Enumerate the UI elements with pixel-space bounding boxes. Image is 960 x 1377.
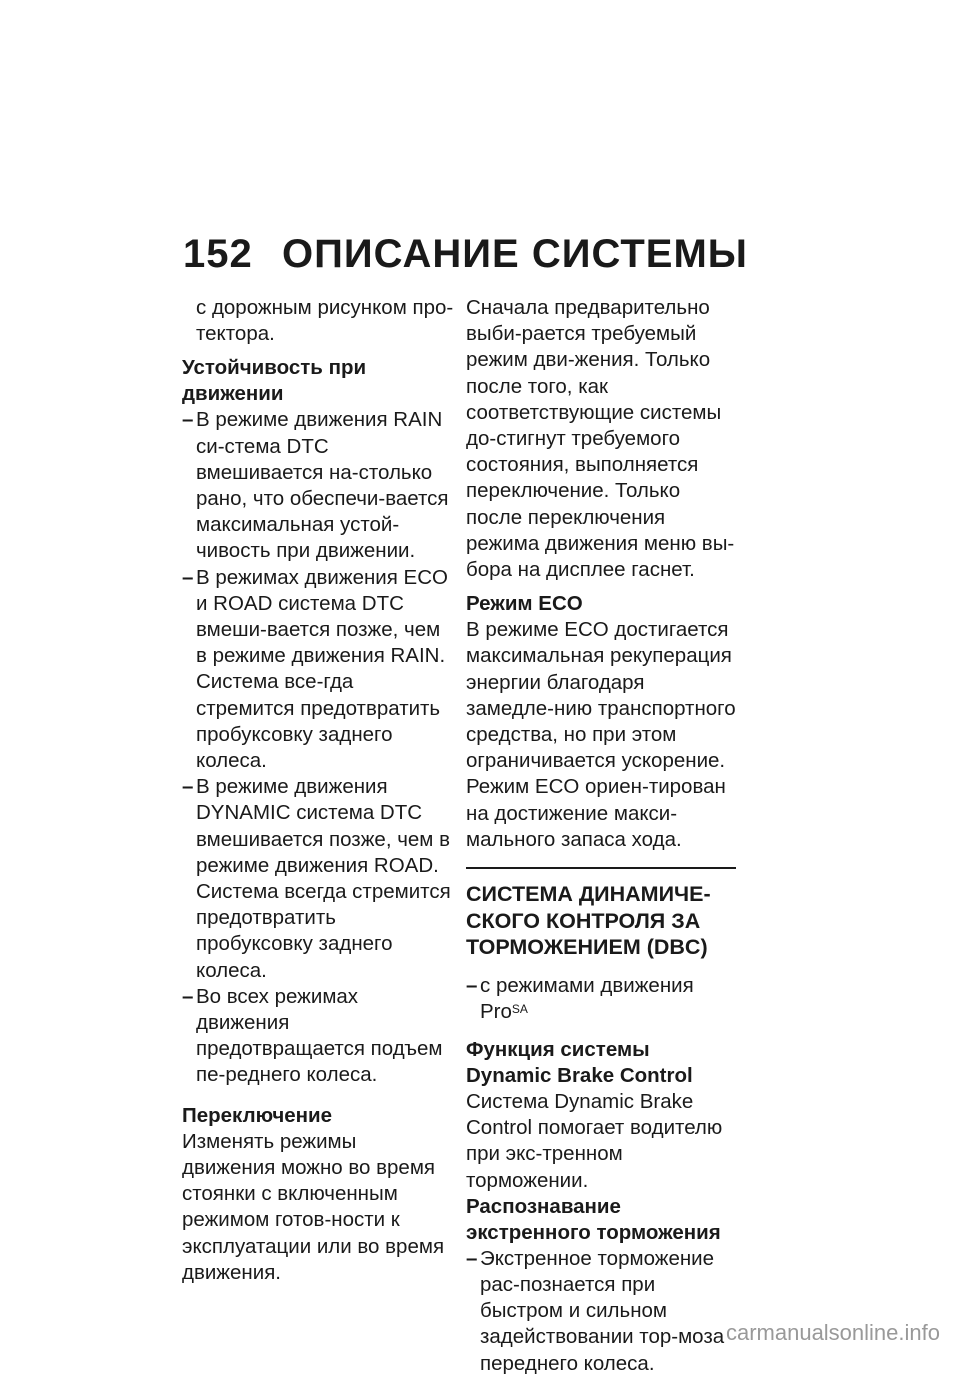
detect-list bbox=[466, 1246, 738, 1377]
section-title: СИСТЕМА ДИНАМИЧЕ-СКОГО КОНТРОЛЯ ЗА ТОРМОЖЕНИЕМ (DBC) bbox=[466, 882, 711, 960]
function-text: Система Dynamic Brake Control помогает водителю при экс-тренном торможении. bbox=[466, 1089, 723, 1192]
watermark: carmanualsonline.info bbox=[725, 1320, 940, 1345]
heading-stability: Устойчивость при движении bbox=[182, 356, 367, 406]
left-column bbox=[182, 295, 454, 1294]
eco-text: В режиме ECO достигается максимальная рекуперация энергии благодаря замедле-нию транспортного средства, но при этом ограничивается ускорение. Режим ECO ориен-тирован на достижение макси-мального запаса хода. bbox=[466, 618, 736, 851]
switch-text: Изменять режимы движения можно во время стоянки с включенным режимом готов-ности к эксплуатации или во время движения. bbox=[182, 1129, 445, 1284]
right-intro-text: Сначала предварительно выби-рается требуемый режим дви-жения. Только после того, как соответствующие системы до-стигнут требуемого состояния, выполняется переключение. Только после переключения режима движения меню вы-бора на дисплее гаснет. bbox=[466, 296, 735, 582]
intro-text: с дорожным рисунком про-тектора. bbox=[196, 296, 454, 346]
list-item: – В режиме движения DYNAMIC система DTC вмешивается позже, чем в режиме движения ROAD. Система всегда стремится предотвратить пробуксовку заднего колеса. bbox=[182, 774, 454, 984]
list-item: – В режимах движения ECO и ROAD система DTC вмеши-вается позже, чем в режиме движения RAIN. Система все-гда стремится предотвратить пробуксовку заднего колеса. bbox=[182, 565, 454, 775]
heading-switch: Переключение bbox=[182, 1103, 333, 1127]
list-item: – Экстренное торможение рас-познается при быстром и сильном задействовании тор-моза переднего колеса. bbox=[466, 1246, 738, 1377]
heading-detect: Распознавание экстренного торможения bbox=[466, 1194, 721, 1244]
pro-item-text: с режимами движения Pro bbox=[480, 973, 694, 1023]
page-number: 152 bbox=[183, 232, 253, 276]
sa-marker: SA bbox=[511, 1001, 528, 1016]
list-item: – В режиме движения RAIN си-стема DTC вмешивается на-столько рано, что обеспечи-вается максимальная устой-чивость при движении. bbox=[182, 407, 454, 564]
heading-eco: Режим ECO bbox=[466, 592, 583, 616]
page-title: ОПИСАНИЕ СИСТЕМЫ bbox=[282, 232, 748, 276]
pro-list bbox=[466, 973, 738, 1025]
section-divider bbox=[466, 867, 736, 869]
list-item bbox=[466, 973, 738, 1025]
stability-list bbox=[182, 407, 454, 1088]
right-column bbox=[466, 295, 738, 1377]
list-item: – Во всех режимах движения предотвращается подъем пе-реднего колеса. bbox=[182, 984, 454, 1089]
heading-function: Функция системы Dynamic Brake Control bbox=[466, 1037, 693, 1087]
